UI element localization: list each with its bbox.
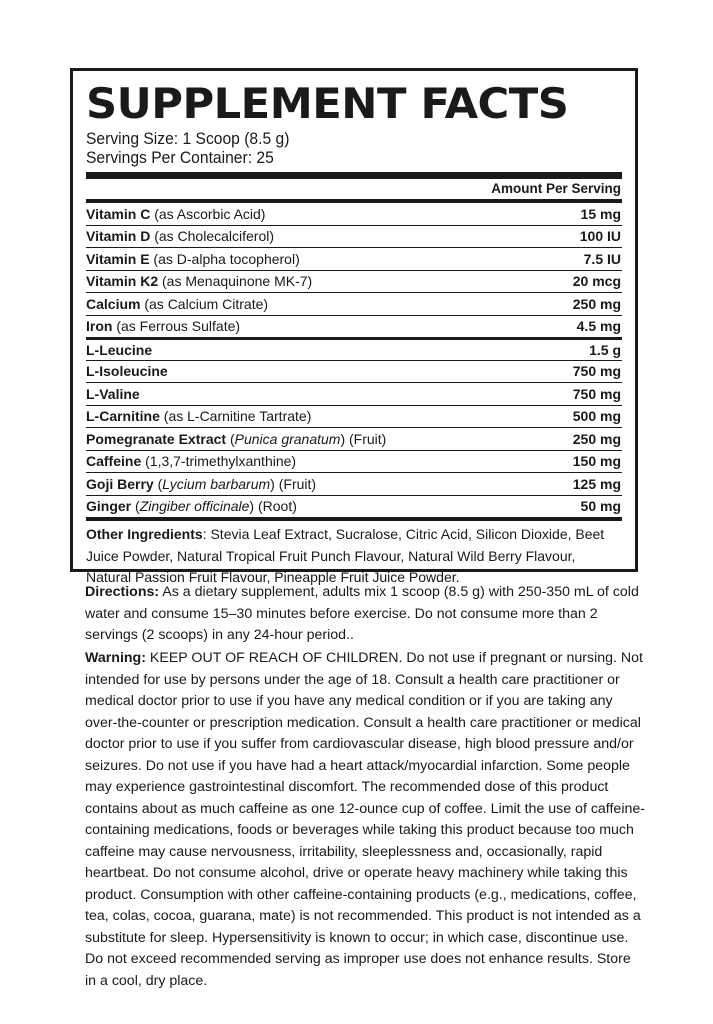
ingredient-detail: ( <box>131 498 140 515</box>
nutrient-amount: 15 mg <box>580 205 621 222</box>
servings-per-container: Servings Per Container: 25 <box>86 148 274 167</box>
table-row <box>86 225 622 248</box>
table-row <box>86 405 622 428</box>
table-row <box>86 292 622 315</box>
ingredient-detail: ( <box>226 430 235 447</box>
nutrient-name: Vitamin D <box>86 228 151 245</box>
table-row <box>86 360 622 383</box>
serving-size: Serving Size: 1 Scoop (8.5 g) <box>86 129 290 148</box>
amount-per-serving-header: Amount Per Serving <box>491 181 621 196</box>
table-row <box>86 203 622 225</box>
ingredient-amount: 250 mg <box>572 430 621 447</box>
ingredient-latin-name: Zingiber officinale <box>139 498 250 515</box>
nutrient-detail: (as D-alpha tocopherol) <box>149 250 300 267</box>
table-row <box>86 382 622 405</box>
ingredient-name: L-Leucine <box>86 341 153 358</box>
nutrient-detail: (as Menaquinone MK-7) <box>158 273 313 290</box>
nutrient-name: Vitamin C <box>86 205 151 222</box>
ingredient-amount: 50 mg <box>580 498 621 515</box>
ingredient-name: L-Carnitine <box>86 408 160 425</box>
ingredient-name: L-Isoleucine <box>86 363 168 380</box>
ingredient-name: Goji Berry <box>86 475 154 492</box>
nutrient-name: Vitamin E <box>86 250 150 267</box>
ingredient-name: Caffeine <box>86 453 142 470</box>
nutrient-list <box>86 203 622 337</box>
ingredient-name: L-Valine <box>86 385 140 402</box>
ingredient-detail: ( <box>153 475 163 492</box>
ingredient-name: Ginger <box>86 498 132 515</box>
ingredient-amount: 750 mg <box>572 385 621 402</box>
warning-text: KEEP OUT OF REACH OF CHILDREN. Do not use if pregnant or nursing. Not intended for use by persons under the age of 18. Consult a health care practitioner or medical doctor prior to use if you have any medical condition or if you are taking any over-the-counter or prescription medication. Consult a health care practitioner or medical doctor prior to use if you suffer from cardiovascular disease, high blood pressure and/or seizures. Do not use if you have had a heart attack/myocardial infarction. Some people may experience gastrointestinal discomfort. The recommended dose of this product contains about as much caffeine as one 12-ounce cup of coffee. Limit the use of caffeine-containing medications, foods or beverages while taking this product because too much caffeine may cause nervousness, irritability, sleeplessness and, occasionally, rapid heartbeat. Do not consume alcohol, drive or operate heavy machinery while taking this product. Consumption with other caffeine-containing products (e.g., medications, coffee, tea, colas, cocoa, guarana, mate) is not recommended. This product is not intended as a substitute for sleep. Hypersensitivity is known to occur; in which case, discontinue use. Do not exceed recommended serving as improper use does not enhance results. Store in a cool, dry place. <box>85 650 645 989</box>
ingredient-detail: (1,3,7-trimethylxanthine) <box>141 453 297 470</box>
other-ingredients <box>86 521 622 589</box>
other-ingredients-label: Other Ingredients <box>86 526 203 542</box>
ingredient-amount: 1.5 g <box>589 341 621 358</box>
panel-title: SUPPLEMENT FACTS <box>86 79 569 128</box>
nutrient-detail: (as Cholecalciferol) <box>150 228 275 245</box>
directions-label: Directions: <box>85 584 160 600</box>
nutrient-name: Calcium <box>86 295 141 312</box>
ingredient-detail: ) (Fruit) <box>340 430 387 447</box>
table-row <box>86 495 622 518</box>
table-row <box>86 472 622 495</box>
supplement-facts-panel <box>70 68 638 585</box>
nutrient-amount: 20 mcg <box>572 273 621 290</box>
ingredient-detail: (as L-Carnitine Tartrate) <box>159 408 312 425</box>
nutrient-detail: (as Ascorbic Acid) <box>150 205 266 222</box>
ingredient-list <box>86 337 622 517</box>
divider-thick <box>86 172 622 179</box>
nutrient-amount: 100 IU <box>579 228 621 245</box>
table-row <box>86 337 622 360</box>
nutrient-amount: 4.5 mg <box>576 318 621 335</box>
ingredient-amount: 150 mg <box>572 453 621 470</box>
table-row <box>86 247 622 270</box>
ingredient-amount: 125 mg <box>572 475 621 492</box>
ingredient-detail: ) (Root) <box>249 498 297 515</box>
ingredient-amount: 500 mg <box>572 408 621 425</box>
nutrient-detail: (as Ferrous Sulfate) <box>112 318 241 335</box>
nutrient-name: Iron <box>86 318 113 335</box>
ingredient-detail: ) (Fruit) <box>270 475 317 492</box>
directions-text: As a dietary supplement, adults mix 1 scoop (8.5 g) with 250-350 mL of cold water and consume 15–30 minutes before exercise. Do not consume more than 2 servings (2 scoops) in any 24-hour period.. <box>85 584 639 643</box>
warning-label: Warning: <box>85 650 146 666</box>
table-row <box>86 427 622 450</box>
nutrient-name: Vitamin K2 <box>86 273 159 290</box>
ingredient-amount: 750 mg <box>572 363 621 380</box>
other-ingredients-text: : Stevia Leaf Extract, Sucralose, Citric Acid, Silicon Dioxide, Beet Juice Powder, Natural Tropical Fruit Punch Flavour, Natural Wild Berry Flavour, Natural Passion Fruit Flavour, Pineapple Fruit Juice Powder. <box>86 526 605 585</box>
nutrient-detail: (as Calcium Citrate) <box>140 295 269 312</box>
nutrient-amount: 7.5 IU <box>583 250 621 267</box>
ingredient-name: Pomegranate Extract <box>86 430 227 447</box>
table-row <box>86 270 622 293</box>
ingredient-latin-name: Lycium barbarum <box>162 475 271 492</box>
nutrient-amount: 250 mg <box>572 295 621 312</box>
directions-paragraph <box>85 582 645 647</box>
ingredient-latin-name: Punica granatum <box>234 430 341 447</box>
warning-paragraph <box>85 648 645 992</box>
table-row <box>86 315 622 338</box>
table-row <box>86 450 622 473</box>
